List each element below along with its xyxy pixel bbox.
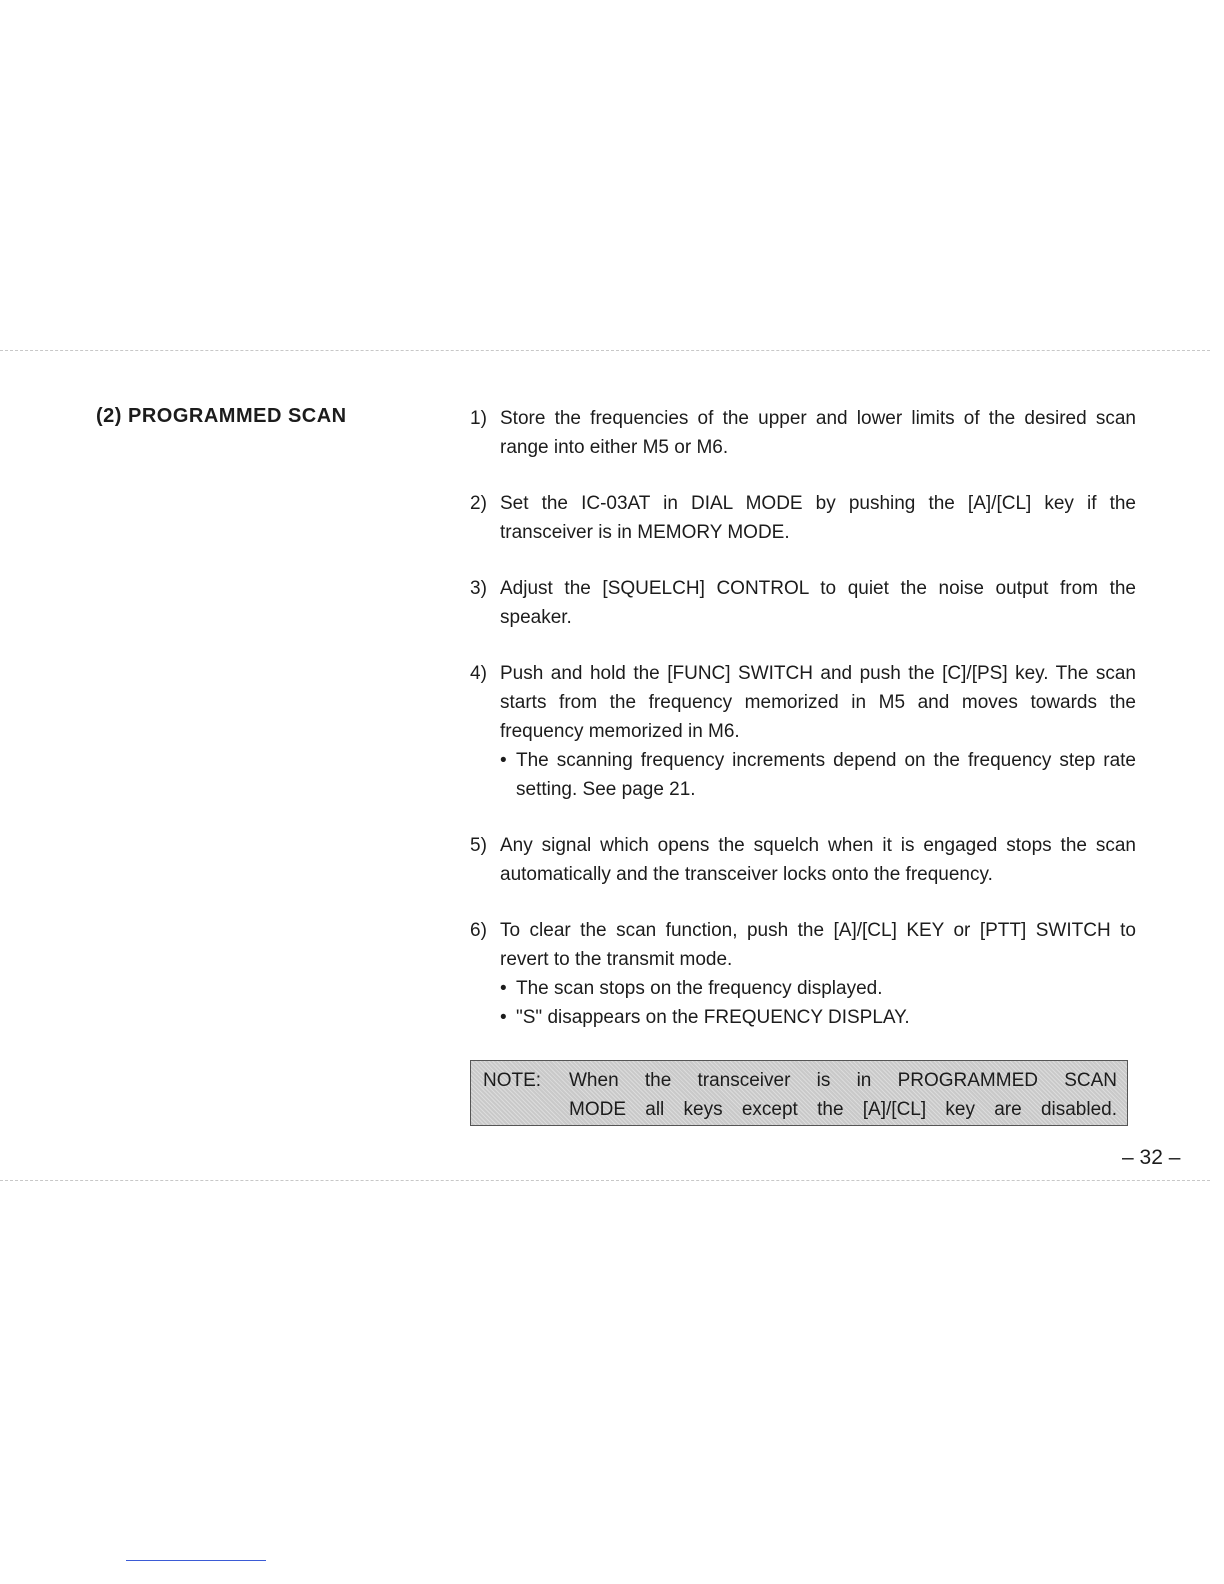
step-number: 4)	[470, 663, 487, 684]
step-text: Adjust the [SQUELCH] CONTROL to quiet the noise output from the speaker.	[500, 578, 1136, 628]
step-item	[470, 659, 1136, 804]
section-heading: (2) PROGRAMMED SCAN	[96, 405, 347, 427]
step-item	[470, 574, 1136, 632]
blue-underline	[126, 1560, 266, 1561]
step-bullets	[500, 974, 1136, 1032]
step-item	[470, 916, 1136, 1032]
step-text: Set the IC-03AT in DIAL MODE by pushing the [A]/[CL] key if the transceiver is in MEMORY MODE.	[500, 493, 1136, 543]
step-bullets	[500, 746, 1136, 804]
step-text: Store the frequencies of the upper and lower limits of the desired scan range into either M5 or M6.	[500, 408, 1136, 458]
step-item	[470, 831, 1136, 889]
steps-list	[470, 404, 1136, 1059]
bullet-item	[500, 1003, 1136, 1032]
bullet-icon: •	[500, 750, 507, 771]
top-divider	[0, 350, 1210, 351]
step-item	[470, 489, 1136, 547]
bullet-icon: •	[500, 978, 507, 999]
note-label: NOTE:	[483, 1070, 542, 1091]
step-number: 1)	[470, 408, 487, 429]
step-item	[470, 404, 1136, 462]
bullet-item	[500, 746, 1136, 804]
step-text: Push and hold the [FUNC] SWITCH and push the [C]/[PS] key. The scan starts from the frequency memorized in M5 and moves towards the frequency memorized in M6.	[500, 663, 1136, 742]
page-number: – 32 –	[1122, 1146, 1181, 1169]
bullet-text: The scanning frequency increments depend on the frequency step rate setting. See page 21.	[516, 750, 1136, 800]
step-text: To clear the scan function, push the [A]/[CL] KEY or [PTT] SWITCH to revert to the transmit mode.	[500, 920, 1136, 970]
bullet-item	[500, 974, 1136, 1003]
bullet-text: The scan stops on the frequency displayed.	[516, 978, 883, 999]
step-number: 3)	[470, 578, 487, 599]
note-line-2: MODE all keys except the [A]/[CL] key are disabled.	[569, 1099, 1117, 1120]
note-box	[470, 1060, 1128, 1126]
step-number: 5)	[470, 835, 487, 856]
step-text: Any signal which opens the squelch when it is engaged stops the scan automatically and the transceiver locks onto the frequency.	[500, 835, 1136, 885]
bullet-icon: •	[500, 1007, 507, 1028]
step-number: 6)	[470, 920, 487, 941]
step-number: 2)	[470, 493, 487, 514]
note-line-1: When the transceiver is in PROGRAMMED SCAN	[569, 1070, 1117, 1091]
bottom-divider	[0, 1180, 1210, 1181]
bullet-text: "S" disappears on the FREQUENCY DISPLAY.	[516, 1007, 910, 1028]
